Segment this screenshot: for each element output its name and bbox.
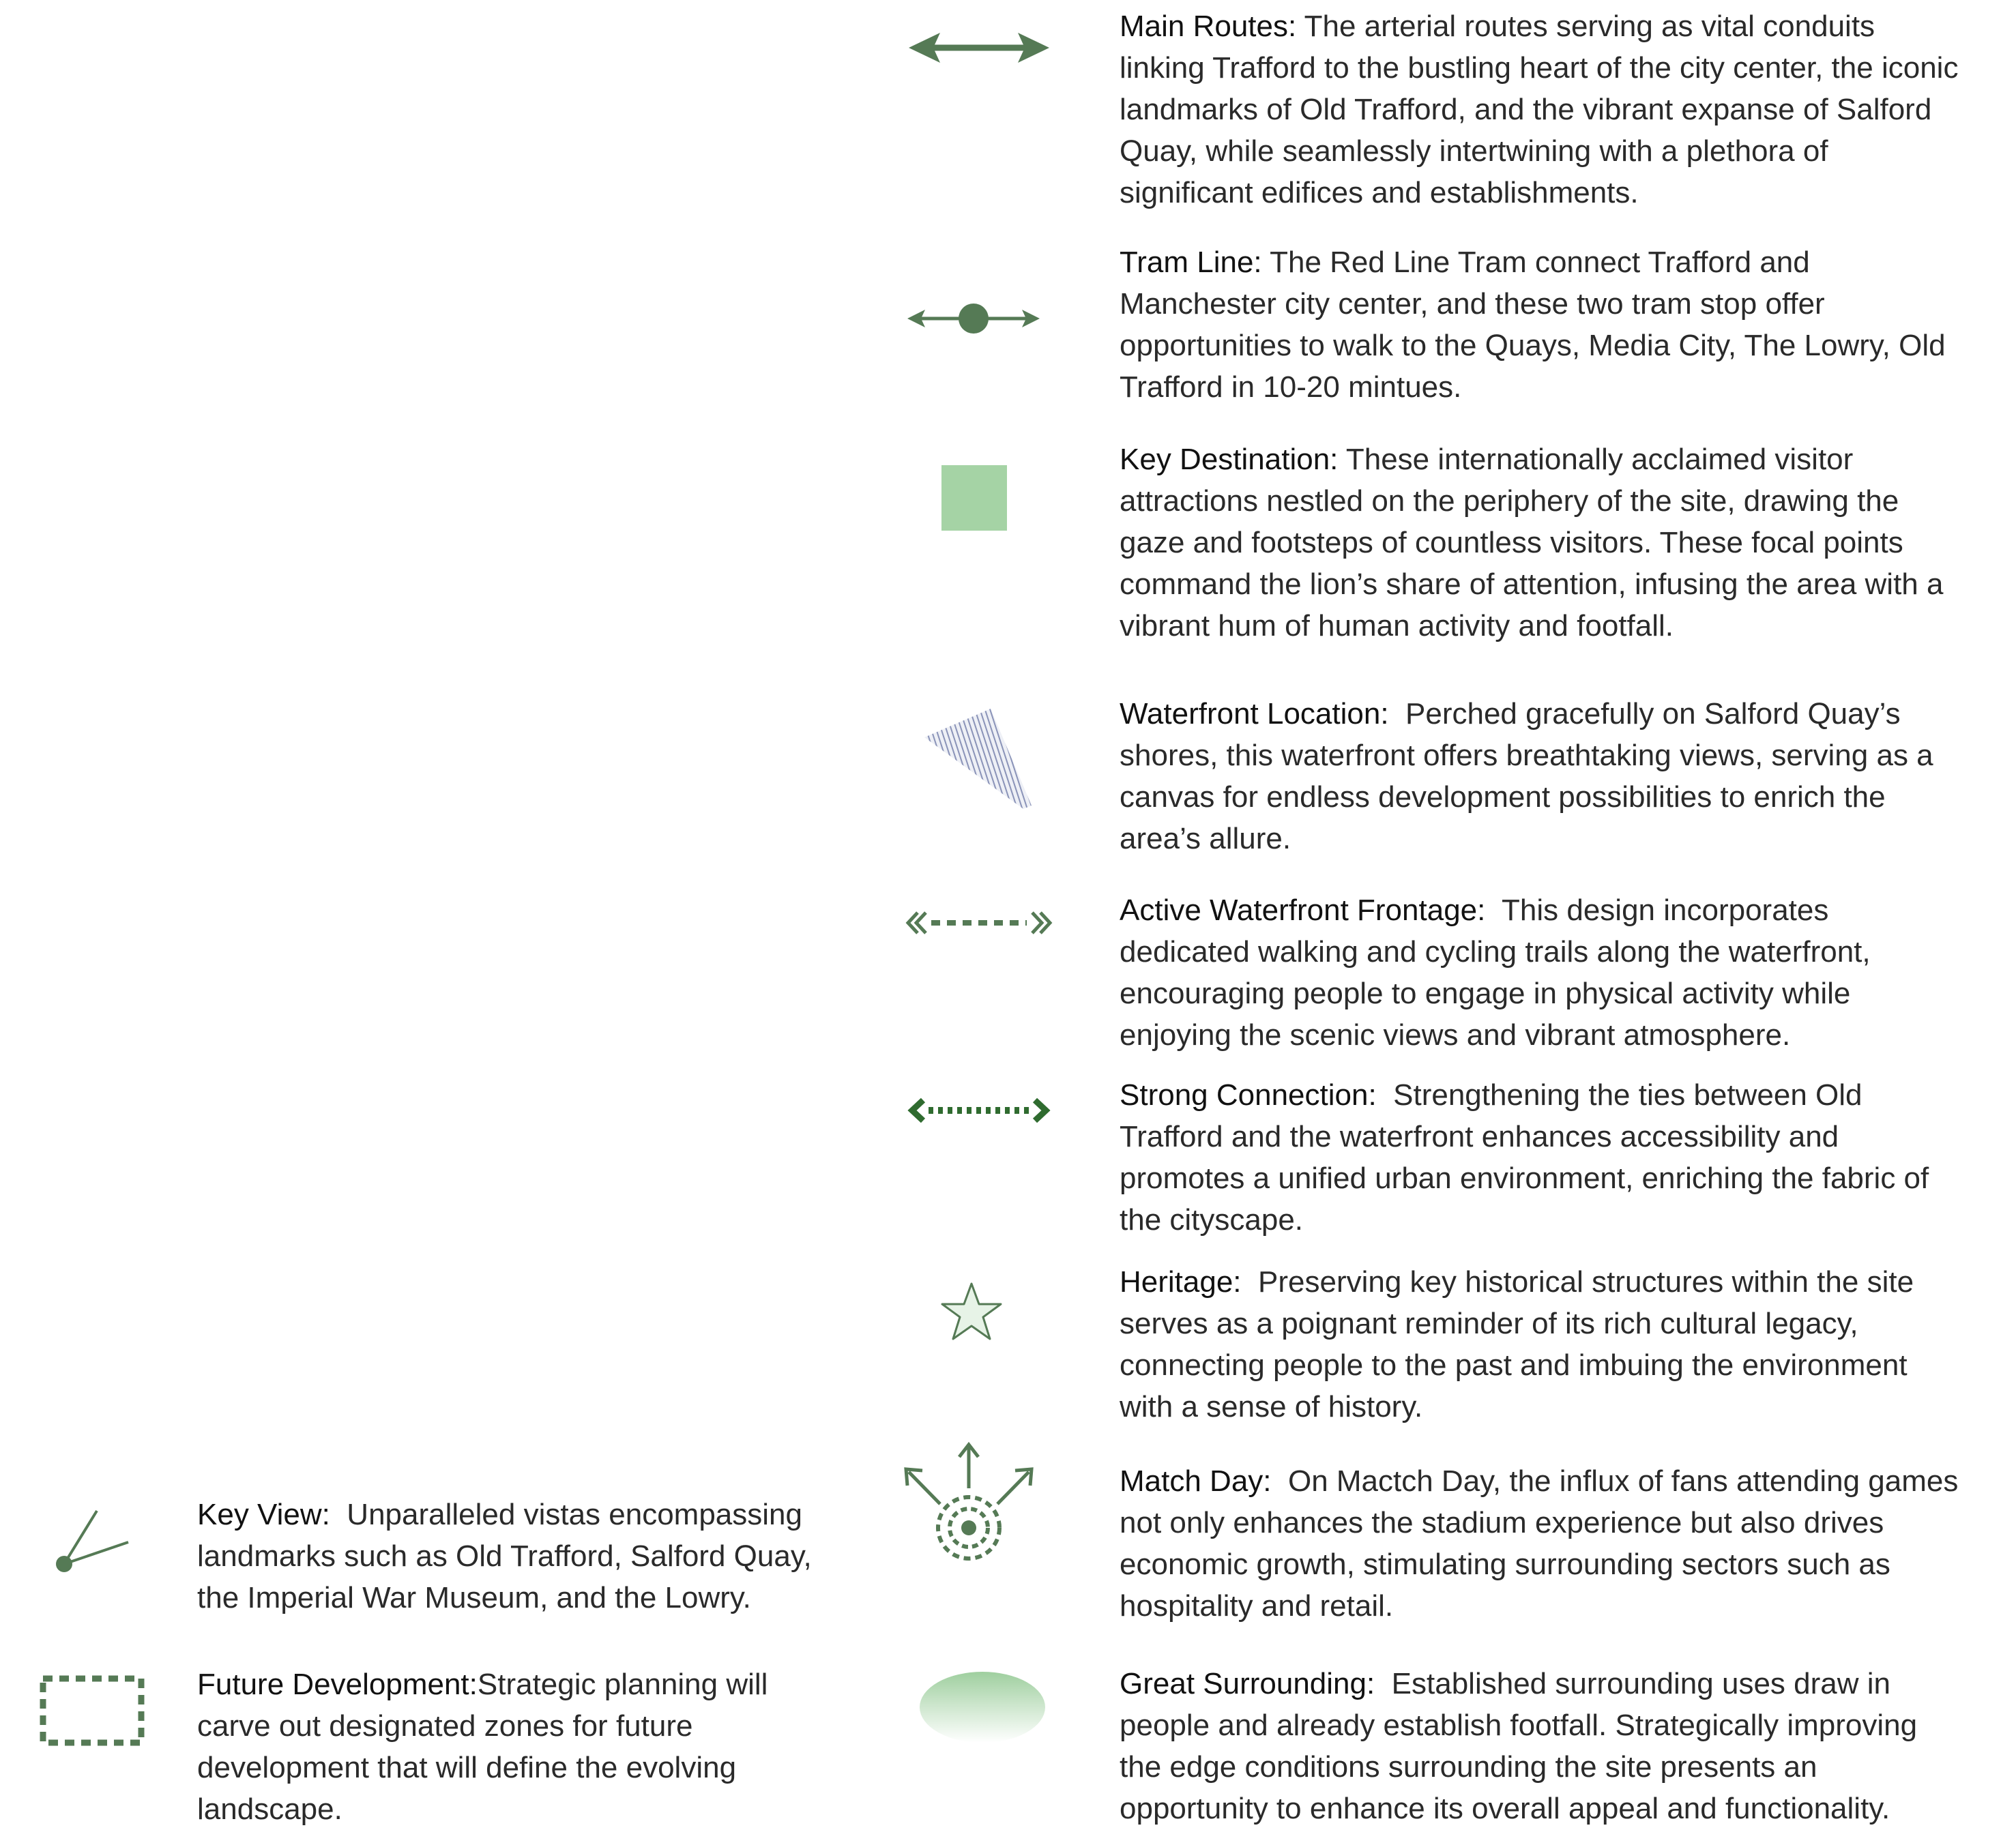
legend-entry-match-day bbox=[1120, 1460, 1966, 1627]
legend-term: Main Routes: bbox=[1120, 10, 1297, 43]
legend-term: Strong Connection: bbox=[1120, 1078, 1377, 1112]
green-square-icon bbox=[941, 465, 1007, 531]
legend-entry-main-routes bbox=[1120, 5, 1966, 213]
legend-description: Preserving key historical structures within the site serves as a poignant reminder of its rich cultural legacy, connecting people to the past and imbuing the environment with a sense of history. bbox=[1120, 1265, 1914, 1423]
legend-description: Perched gracefully on Salford Quay’s shores, this waterfront offers breathtaking views, serving as a canvas for endless development possibilities to enrich the area’s allure. bbox=[1120, 697, 1933, 855]
legend-term: Waterfront Location: bbox=[1120, 697, 1389, 730]
tram-line-dot-arrow-icon bbox=[906, 298, 1042, 339]
dotted-chevron-arrow-icon bbox=[904, 1093, 1054, 1127]
legend-description: Unparalleled vistas encompassing landmarks such as Old Trafford, Salford Quay, the Imperial War Museum, and the Lowry. bbox=[197, 1498, 812, 1614]
legend-description: Strengthening the ties between Old Trafford and the waterfront enhances accessibility and promotes a unified urban environment, enriching the fabric of the cityscape. bbox=[1120, 1078, 1929, 1237]
double-headed-arrow-icon bbox=[907, 27, 1051, 68]
legend-description: This design incorporates dedicated walking and cycling trails along the waterfront, encouraging people to engage in physical activity while enjoying the scenic views and vibrant atmosphere. bbox=[1120, 894, 1871, 1052]
legend-term: Tram Line: bbox=[1120, 246, 1262, 279]
legend-entry-waterfront-location bbox=[1120, 693, 1966, 859]
legend-term: Key View: bbox=[197, 1498, 330, 1531]
legend-description: The arterial routes serving as vital conduits linking Trafford to the bustling heart of the city center, the iconic landmarks of Old Trafford, and the vibrant expanse of Salford Quay, while seamlessly intertwining with a plethora of significant edifices and establishments. bbox=[1120, 10, 1959, 209]
legend-entry-future-development bbox=[197, 1664, 811, 1830]
legend-term: Key Destination: bbox=[1120, 443, 1339, 476]
legend-entry-heritage bbox=[1120, 1261, 1966, 1428]
legend-description: The Red Line Tram connect Trafford and Manchester city center, and these two tram stop offer opportunities to walk to the Quays, Media City, The Lowry, Old Trafford in 10-20 mintues. bbox=[1120, 246, 1946, 404]
legend-description: Established surrounding uses draw in people and already establish footfall. Strategically improving the edge conditions surrounding the site presents an opportunity to enhance its overall appeal and functionality. bbox=[1120, 1667, 1918, 1825]
radiating-target-arrows-icon bbox=[894, 1439, 1044, 1569]
dashed-double-chevron-arrow-icon bbox=[904, 906, 1054, 940]
view-cone-icon bbox=[48, 1504, 136, 1579]
legend-entry-great-surrounding bbox=[1120, 1663, 1966, 1829]
legend-description: These internationally acclaimed visitor attractions nestled on the periphery of the site, drawing the gaze and footsteps of countless visitors. These focal points command the lion’s share of attention, infusing the area with a vibrant hum of human activity and footfall. bbox=[1120, 443, 1944, 643]
legend-entry-key-destination bbox=[1120, 439, 1966, 647]
legend-entry-active-waterfront-frontage bbox=[1120, 889, 1966, 1056]
legend-entry-tram-line bbox=[1120, 241, 1966, 408]
star-icon bbox=[940, 1281, 1003, 1342]
dashed-rectangle-icon bbox=[38, 1673, 147, 1748]
legend-entry-key-view bbox=[197, 1494, 825, 1619]
legend-term: Active Waterfront Frontage: bbox=[1120, 894, 1486, 927]
legend-term: Heritage: bbox=[1120, 1265, 1242, 1299]
legend-description: On Mactch Day, the influx of fans attending games not only enhances the stadium experience but also drives economic growth, stimulating surrounding sectors such as hospitality and retail. bbox=[1120, 1464, 1959, 1623]
legend-entry-strong-connection bbox=[1120, 1074, 1966, 1241]
green-gradient-ellipse-icon bbox=[918, 1670, 1047, 1745]
legend-term: Match Day: bbox=[1120, 1464, 1272, 1498]
legend-description: Strategic planning will carve out designated zones for future development that will define the evolving landscape. bbox=[197, 1668, 768, 1826]
legend-term: Future Development: bbox=[197, 1668, 478, 1701]
hatched-water-shape-icon bbox=[922, 707, 1035, 809]
legend-term: Great Surrounding: bbox=[1120, 1667, 1375, 1700]
